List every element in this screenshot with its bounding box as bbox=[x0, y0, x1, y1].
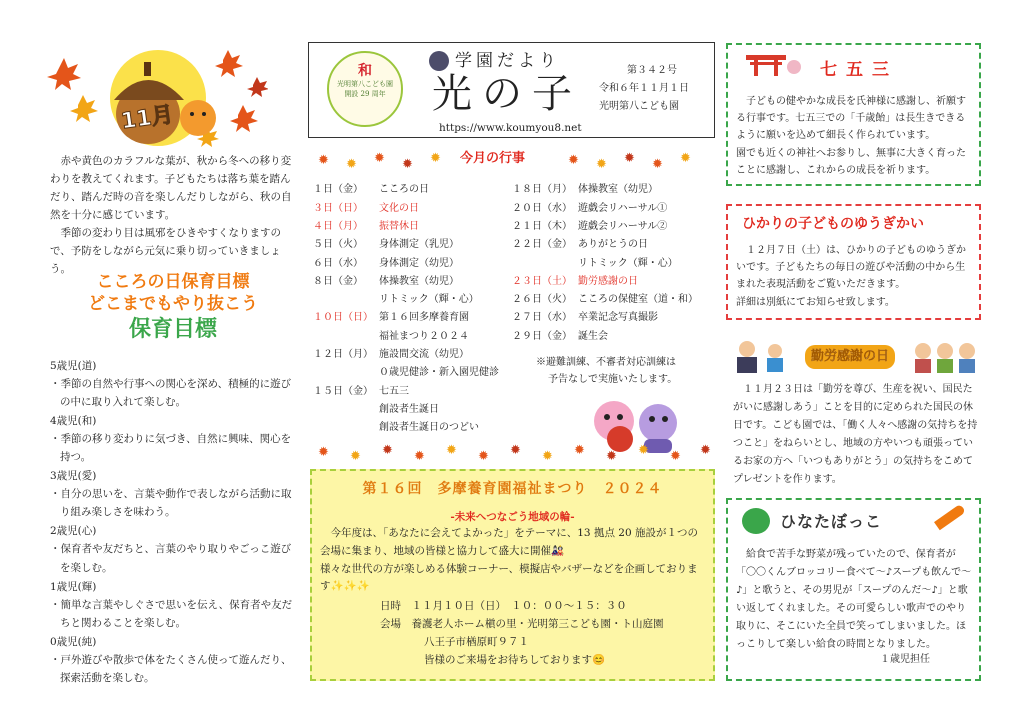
leaf-icon: ✹ bbox=[700, 443, 711, 458]
calendar-date: １日（金） bbox=[313, 184, 363, 196]
calendar-date: ２１日（木） bbox=[512, 220, 572, 232]
calendar-row bbox=[313, 199, 513, 217]
calendar-right bbox=[512, 181, 712, 388]
calendar-row bbox=[313, 419, 513, 437]
masthead-title: 光の子 bbox=[432, 71, 582, 117]
calendar-event: 誕生会 bbox=[578, 330, 608, 342]
goal-age: 1歳児(輝) bbox=[50, 580, 97, 593]
masthead-url[interactable]: https://www.koumyou8.net bbox=[439, 122, 582, 134]
kinrou-section bbox=[733, 337, 981, 493]
calendar-row bbox=[313, 327, 513, 345]
calendar-event: ０歳児健診・新入園児健診 bbox=[379, 367, 499, 379]
festival-title: 第１６回 多摩養育園福祉まつり ２０２４ bbox=[362, 481, 663, 497]
hoiku-goal-title: 保育目標 bbox=[128, 317, 217, 342]
calendar-date: ８日（金） bbox=[313, 275, 363, 287]
calendar-event: 七五三 bbox=[379, 385, 409, 397]
kokoro-line-1: こころの日保育目標 bbox=[96, 272, 250, 292]
calendar-row bbox=[313, 236, 513, 254]
calendar-date: ２０日（水） bbox=[512, 202, 572, 214]
leaf-icon: ✹ bbox=[402, 157, 413, 172]
goal-item bbox=[50, 522, 296, 576]
intro-paragraph-2: 季節の変わり目は風邪をひきやすくなりますので、予防をしながら元気に乗り切っていきましょう。 bbox=[50, 227, 281, 276]
intro-text bbox=[50, 152, 296, 278]
broccoli-icon bbox=[742, 508, 770, 534]
autumn-illustration bbox=[38, 40, 268, 160]
issue-number: 第３４２号 bbox=[627, 65, 677, 76]
yuugikai-title: ひかりの子どものゆうぎかい bbox=[742, 216, 924, 232]
calendar-row bbox=[313, 181, 513, 199]
leaf-icon: ✹ bbox=[568, 153, 579, 168]
goal-text: ・季節の移り変わりに気づき、自然に興味、関心を持つ。 bbox=[50, 433, 292, 464]
month-badge: 11月 bbox=[119, 102, 176, 135]
festival-date-label: 日時 bbox=[380, 600, 401, 613]
festival-closing: 皆様のご来場をお待ちしております😊 bbox=[424, 653, 606, 666]
yuugikai-body: １２月７日（土）は、ひかりの子どものゆうぎかいです。子どもたちの毎日の遊びや活動の中から生まれた表現活動をご覧いただきます。 詳細は別紙にてお知らせ致します。 bbox=[736, 245, 966, 308]
calendar-row bbox=[512, 254, 712, 272]
bird-logo-icon bbox=[429, 51, 449, 71]
calendar-row bbox=[512, 291, 712, 309]
school-emblem bbox=[327, 51, 403, 127]
festival-date-value: １１月１０日（日） １０：００～１５：３０ bbox=[411, 600, 627, 613]
emblem-top: 和 bbox=[358, 63, 372, 79]
leaf-icon: ✹ bbox=[318, 445, 329, 460]
calendar-row bbox=[512, 236, 712, 254]
calendar-row bbox=[313, 291, 513, 309]
festival-venue-value: 養護老人ホーム槇の里・光明第三こども園・ト山庭園 bbox=[411, 618, 664, 631]
leaf-icon: ✹ bbox=[446, 443, 457, 458]
calendar-event: リトミック（輝・心） bbox=[379, 294, 479, 306]
kinrou-body: １１月２３日は「勤労を尊び、生産を祝い、国民たがいに感謝しあう」ことを目的に定められた国民の休日です。こども園では、「働く人々へ感謝の気持ちを持つこと」をねらいとし、地域の方やいつも頑張っているお家の方へ「いつもありがとう」の気持ちをこめてプレゼントを作ります。 bbox=[733, 384, 978, 485]
hinata-box bbox=[726, 498, 981, 681]
festival-venue-label: 会場 bbox=[380, 618, 401, 631]
goal-item bbox=[50, 412, 296, 466]
calendar-event: 施設間交流（幼児） bbox=[379, 349, 469, 361]
leaf-icon: ✹ bbox=[542, 449, 553, 464]
calendar-date: ６日（水） bbox=[313, 257, 363, 269]
calendar-event: 遊戯会リハーサル② bbox=[578, 220, 668, 232]
calendar-date: １８日（月） bbox=[512, 184, 572, 196]
goal-text: ・自分の思いを、言葉や動作で表しながら活動に取り組み楽しさを味わう。 bbox=[50, 488, 292, 519]
calendar-event: 遊戯会リハーサル① bbox=[578, 202, 668, 214]
calendar-row bbox=[313, 346, 513, 364]
goal-text: ・簡単な言葉やしぐさで思いを伝え、保育者や友だちと関わることを楽しむ。 bbox=[50, 598, 293, 629]
leaf-icon: ✹ bbox=[606, 449, 617, 464]
emblem-line-2: 開設 29 周年 bbox=[344, 90, 386, 98]
calendar-row bbox=[313, 272, 513, 290]
calendar-row bbox=[313, 364, 513, 382]
goal-age: 3歳児(愛) bbox=[50, 470, 97, 483]
calendar-date: ４日（月） bbox=[313, 220, 363, 232]
festival-address: 八王子市楢原町９７１ bbox=[424, 636, 529, 649]
calendar-event: 福祉まつり２０２４ bbox=[379, 330, 469, 342]
leaf-icon: ✹ bbox=[374, 151, 385, 166]
calendar-date: １５日（金） bbox=[313, 385, 373, 397]
calendar-event: 身体測定（乳児） bbox=[379, 239, 459, 251]
calendar-event: 振替休日 bbox=[379, 220, 419, 232]
calendar-row bbox=[512, 181, 712, 199]
festival-venue-row bbox=[368, 616, 713, 634]
carrot-icon bbox=[934, 504, 966, 531]
calendar-row bbox=[512, 199, 712, 217]
family-icon bbox=[911, 339, 981, 373]
goal-item bbox=[50, 357, 296, 411]
masthead-subtitle: 学園だより bbox=[455, 51, 560, 71]
goal-text: ・保育者や友だちと、言葉のやり取りやごっこ遊びを楽しむ。 bbox=[50, 543, 292, 574]
calendar-event: 体操教室（幼児） bbox=[379, 275, 459, 287]
goal-item bbox=[50, 467, 296, 521]
emblem-line-1: 光明第八こども園 bbox=[337, 80, 393, 88]
calendar-event: 勤労感謝の日 bbox=[578, 275, 638, 287]
calendar-row bbox=[512, 218, 712, 236]
goal-age: 0歳児(純) bbox=[50, 635, 97, 648]
festival-subtitle: -未来へつなごう地域の輪- bbox=[450, 510, 575, 523]
torii-icon bbox=[742, 51, 802, 77]
calendar-date: １２日（月） bbox=[313, 349, 373, 361]
calendar-date: ５日（火） bbox=[313, 239, 363, 251]
goal-item bbox=[50, 578, 296, 632]
leaf-icon: ✹ bbox=[350, 449, 361, 464]
leaf-icon: ✹ bbox=[574, 443, 585, 458]
calendar-row bbox=[512, 309, 712, 327]
masthead bbox=[308, 42, 715, 138]
calendar-event: 卒業記念写真撮影 bbox=[578, 312, 658, 324]
hinata-signature: １歳児担任 bbox=[880, 654, 930, 665]
goals-list bbox=[50, 357, 296, 688]
leaf-icon: ✹ bbox=[318, 153, 329, 168]
leaf-icon: ✹ bbox=[430, 151, 441, 166]
leaf-icon: ✹ bbox=[624, 151, 635, 166]
calendar-event: 第１６回多摩養育園 bbox=[379, 312, 469, 324]
calendar-row bbox=[313, 254, 513, 272]
calendar-date: ２６日（火） bbox=[512, 294, 572, 306]
intro-paragraph-1: 赤や黄色のカラフルな葉が、秋から冬への移り変わりを教えてくれます。子どもたちは落ち葉を踏んだり、踏んだ時の音を楽しんだりしながら、秋の自然を十分に感じています。 bbox=[50, 155, 292, 222]
calendar-event: 身体測定（幼児） bbox=[379, 257, 459, 269]
calendar-note-1: ※避難訓練、不審者対応訓練は bbox=[536, 356, 676, 368]
kokoro-line-2: どこまでもやり抜こう bbox=[88, 294, 258, 314]
leaf-icon: ✹ bbox=[652, 157, 663, 172]
calendar-date: ２９日（金） bbox=[512, 330, 572, 342]
calendar-title: 今月の行事 bbox=[460, 151, 526, 166]
festival-leaves bbox=[318, 442, 714, 464]
calendar-date: １０日（日） bbox=[313, 312, 373, 324]
hinata-body: 給食で苦手な野菜が残っていたので、保育者が「〇〇くんブロッコリー食べて～♪スープも飲んで～♪」と歌うと、その男児が「スープのんだ～♪」と歌い返してくれました。その可愛らしい歌声でのやり取りに、そこにいた全員で笑ってしまいました。ほっこりして楽しい給食の時間となりました。 bbox=[736, 549, 972, 650]
goal-age: 4歳児(和) bbox=[50, 415, 97, 428]
calendar-date: ２７日（水） bbox=[512, 312, 572, 324]
shichigosan-body: 子どもの健やかな成長を氏神様に感謝し、祈願する行事です。七五三での「千歳飴」は長生きできるように願いを込めて細長く作られています。 園でも近くの神社へお参りし、無事に大きく育ったことに感謝し、これからの成長を祈ります。 bbox=[736, 96, 966, 176]
calendar-event: 創設者生誕日のつどい bbox=[379, 422, 479, 434]
leaf-icon: ✹ bbox=[382, 443, 393, 458]
calendar-date: ３日（日） bbox=[313, 202, 363, 214]
hinata-title: ひなたぼっこ bbox=[780, 512, 883, 531]
leaf-icon: ✹ bbox=[638, 443, 649, 458]
calendar-row bbox=[313, 218, 513, 236]
shichigosan-box bbox=[726, 43, 981, 186]
shichigosan-title: 七五三 bbox=[820, 60, 898, 80]
workers-icon bbox=[733, 337, 793, 373]
leaf-icon: ✹ bbox=[414, 449, 425, 464]
festival-body: 今年度は、「あなたに会えてよかった」をテーマに、13 拠点 20 施設が１つの会場に集まり、地域の皆様と協力して盛大に開催🎎 様々な世代の方が楽しめる体験コーナー、模擬店やバザーなどを企画しております✨✨✨ bbox=[320, 526, 698, 593]
calendar-event: 創設者生誕日 bbox=[379, 403, 439, 415]
leaf-icon: ✹ bbox=[680, 151, 691, 166]
issue-date: 令和６年１１月１日 bbox=[599, 83, 689, 94]
calendar-row bbox=[313, 401, 513, 419]
calendar-event: リトミック（輝・心） bbox=[578, 257, 678, 269]
calendar-event: ありがとうの日 bbox=[578, 239, 648, 251]
calendar-row bbox=[512, 272, 712, 290]
leaf-icon: ✹ bbox=[596, 157, 607, 172]
calendar-row bbox=[313, 382, 513, 400]
leaf-icon: ✹ bbox=[346, 157, 357, 172]
festival-box bbox=[310, 469, 715, 681]
goal-age: 5歳児(道) bbox=[50, 360, 97, 372]
goal-age: 2歳児(心) bbox=[50, 525, 97, 538]
calendar-left bbox=[313, 181, 513, 437]
kinrou-title: 勤労感謝の日 bbox=[805, 345, 895, 369]
calendar-event: 体操教室（幼児） bbox=[578, 184, 658, 196]
leaf-icon: ✹ bbox=[670, 449, 681, 464]
goal-text: ・戸外遊びや散歩で体をたくさん使って遊んだり、探索活動を楽しむ。 bbox=[50, 653, 292, 684]
kokoro-heading bbox=[50, 271, 296, 345]
calendar-row bbox=[313, 309, 513, 327]
goal-text: ・季節の自然や行事への関心を深め、積極的に遊びの中に取り入れて楽しむ。 bbox=[50, 378, 292, 409]
calendar-date: ２３日（土） bbox=[512, 275, 572, 287]
yuugikai-box bbox=[726, 204, 981, 320]
calendar-event: こころの保健室（道・和） bbox=[578, 294, 698, 306]
calendar-row bbox=[512, 327, 712, 345]
calendar-note-2: 予告なしで実施いたします。 bbox=[548, 373, 678, 385]
issue-school: 光明第八こども園 bbox=[599, 101, 679, 112]
leaf-icon: ✹ bbox=[510, 443, 521, 458]
festival-date-row bbox=[368, 598, 713, 616]
calendar-date: ２２日（金） bbox=[512, 239, 572, 251]
calendar-event: 文化の日 bbox=[379, 202, 419, 214]
calendar-event: こころの日 bbox=[379, 184, 429, 196]
goal-item bbox=[50, 633, 296, 687]
leaf-icon: ✹ bbox=[478, 449, 489, 464]
